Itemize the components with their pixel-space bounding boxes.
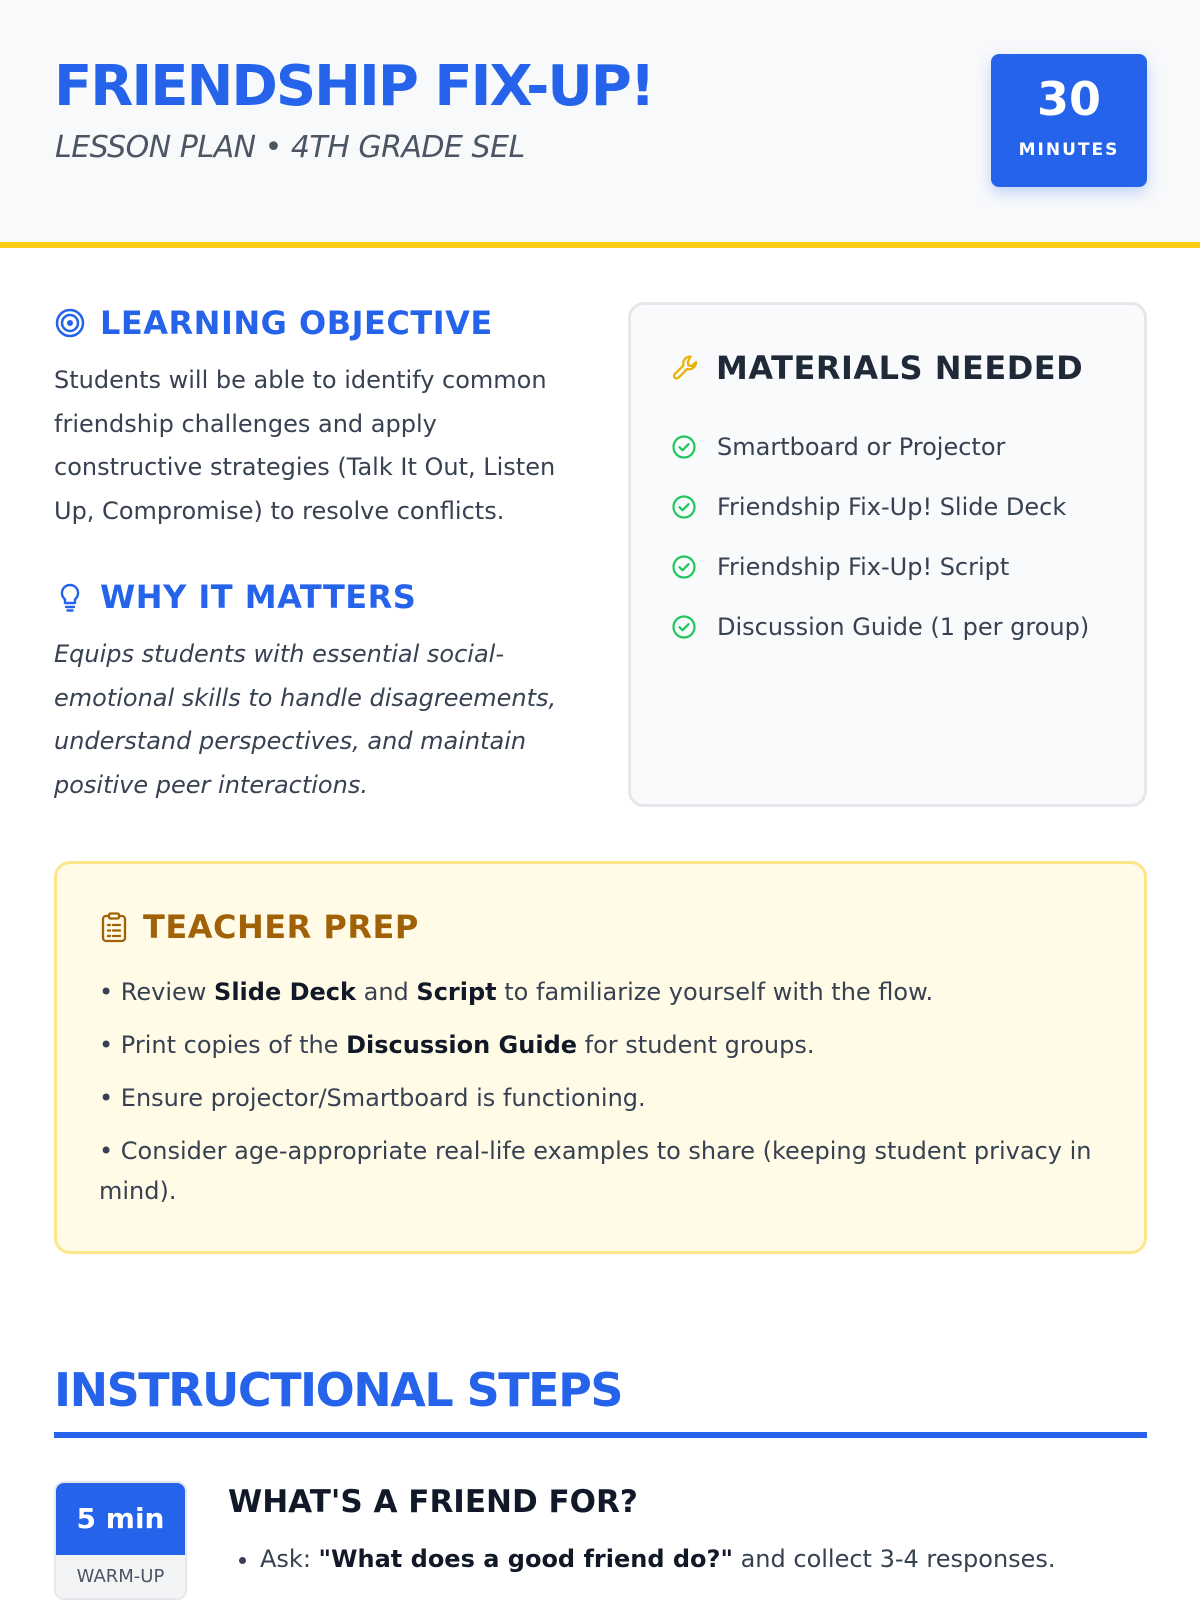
objective-text: Students will be able to identify common friendship challenges and apply constructive strategies (Talk It Out, Listen Up, Compromise) to resolve conflicts. [54,366,556,525]
prep-text: • Review [99,978,215,1006]
lesson-title: FRIENDSHIP FIX-UP! [54,54,654,119]
list-item [99,972,1109,1012]
prep-text: • Print copies of the [99,1031,347,1059]
check-circle-icon [671,494,697,520]
prep-list [99,972,1109,1224]
objective-heading [54,304,493,342]
material-label: Friendship Fix-Up! Script [717,553,1010,581]
step-text: Ask: [260,1545,319,1573]
step-time-badge [54,1481,187,1600]
list-item [260,1540,1056,1578]
target-icon [54,307,86,339]
prep-heading [99,908,419,946]
prep-text: • Ensure projector/Smartboard is functioning. [99,1084,646,1112]
lesson-header [0,0,1200,248]
materials-list [671,417,1089,657]
list-item [99,1131,1109,1211]
steps-heading: INSTRUCTIONAL STEPS [54,1363,622,1417]
step-bold: "What does a good friend do?" [318,1545,733,1573]
step-time: 5 min [56,1483,185,1555]
teacher-prep-card [54,861,1147,1254]
prep-bold: Slide Deck [214,978,356,1006]
list-item [671,417,1089,477]
duration-badge [991,54,1147,187]
duration-unit: MINUTES [1018,140,1120,160]
step-phase: WARM-UP [56,1555,185,1600]
material-label: Friendship Fix-Up! Slide Deck [717,493,1067,521]
list-item [671,597,1089,657]
prep-text: to familiarize yourself with the flow. [496,978,934,1006]
prep-text: for student groups. [577,1031,815,1059]
step-text: and collect 3-4 responses. [732,1545,1056,1573]
step-title: WHAT'S A FRIEND FOR? [228,1484,638,1520]
list-item [671,477,1089,537]
material-label: Discussion Guide (1 per group) [717,613,1090,641]
list-item [99,1078,1109,1118]
material-label: Smartboard or Projector [717,433,1006,461]
objective-heading-text: LEARNING OBJECTIVE [100,304,493,342]
materials-card [628,302,1147,807]
lesson-subtitle: LESSON PLAN • 4TH GRADE SEL [55,130,525,165]
prep-heading-text: TEACHER PREP [143,908,419,946]
lightbulb-icon [54,581,86,613]
materials-heading [670,349,1083,387]
list-item [671,537,1089,597]
wrench-icon [670,352,702,384]
why-text: Equips students with essential social-emotional skills to handle disagreements, understand perspectives, and maintain positive peer interactions. [54,640,557,799]
prep-bold: Discussion Guide [346,1031,578,1059]
list-item [99,1025,1109,1065]
prep-text: • Consider age-appropriate real-life examples to share (keeping student privacy in mind). [99,1137,1092,1205]
check-circle-icon [671,434,697,460]
why-heading [54,578,416,616]
prep-text: and [355,978,417,1006]
materials-heading-text: MATERIALS NEEDED [716,349,1084,387]
steps-divider [54,1432,1147,1438]
duration-value: 30 [1036,72,1101,126]
prep-bold: Script [416,978,497,1006]
why-heading-text: WHY IT MATTERS [100,578,417,616]
check-circle-icon [671,554,697,580]
step-bullets [228,1540,1056,1578]
clipboard-icon [99,911,129,943]
check-circle-icon [671,614,697,640]
